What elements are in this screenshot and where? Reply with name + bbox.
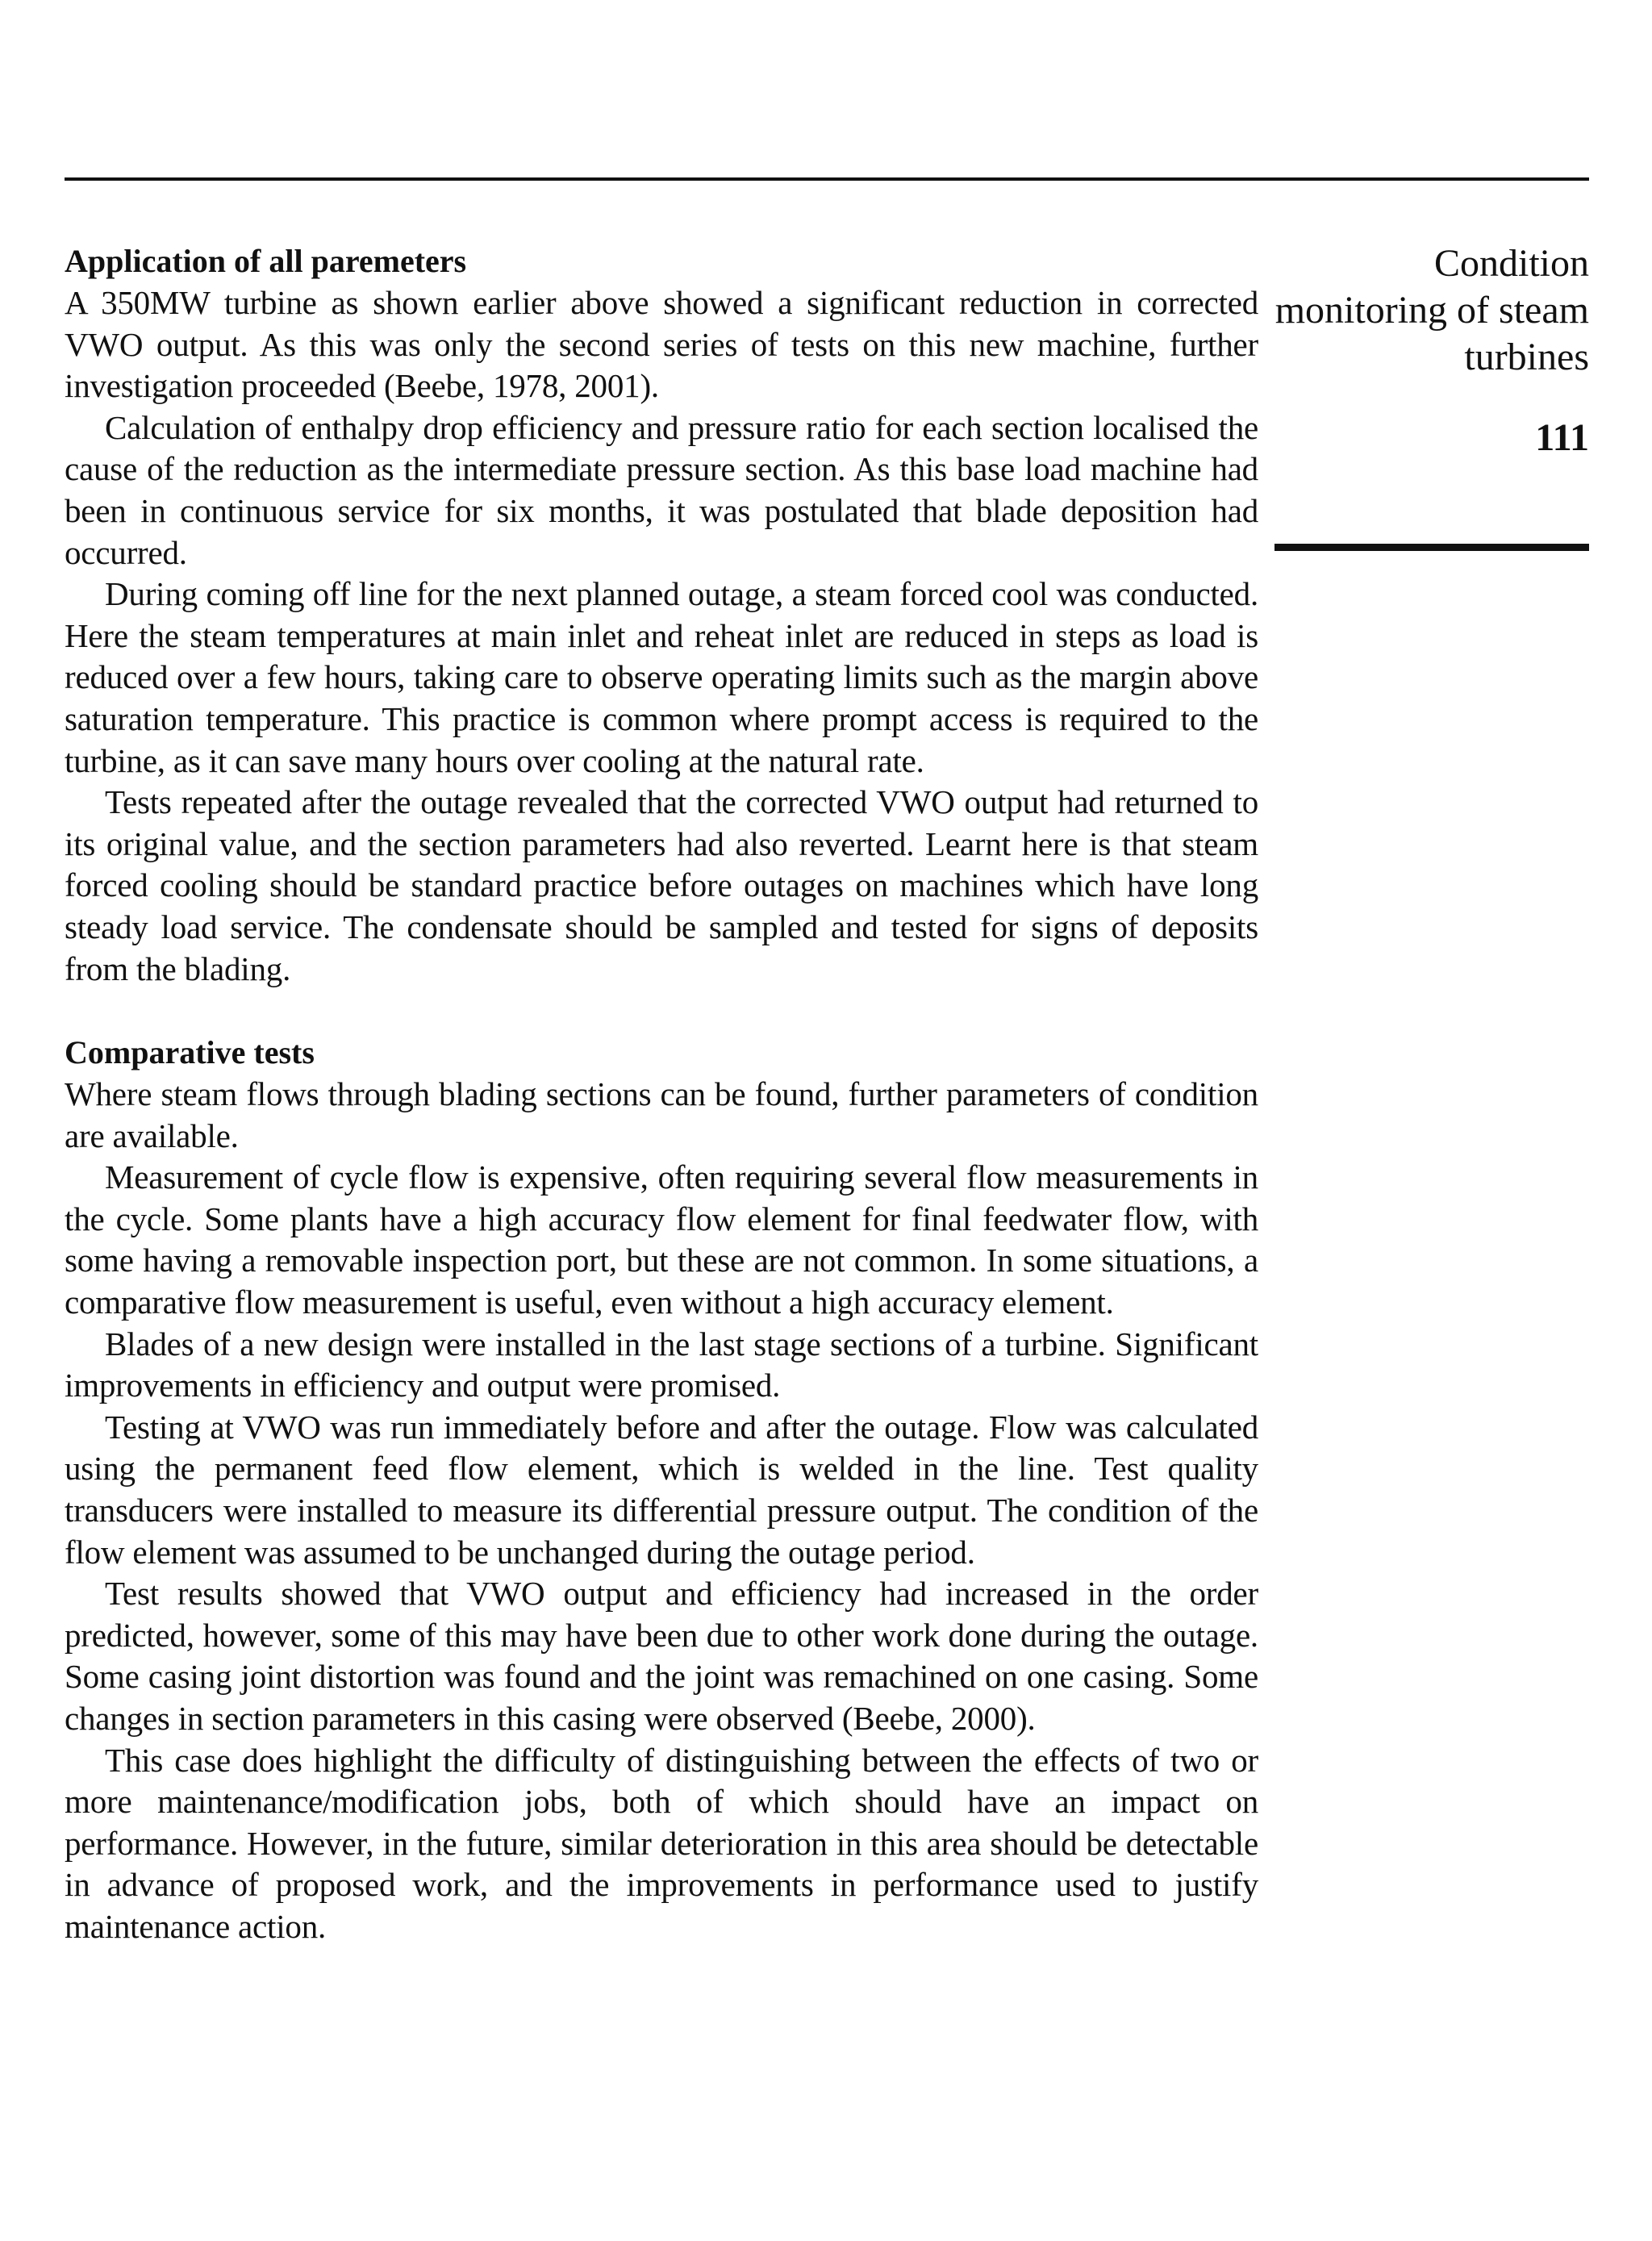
paragraph: Where steam flows through blading sections can be found, further parameters of condition are available. (65, 1075, 1258, 1154)
page-number-rule (1274, 544, 1589, 551)
section-comparative-tests (65, 1032, 1258, 1947)
section-heading: Application of all paremeters (65, 243, 467, 279)
paragraph: This case does highlight the difficulty of distinguishing between the effects of two or more maintenance/modification jobs, both of which should have an impact on performance. However, in the future, similar deterioration in this area should be detectable in advance of proposed work, and the improvements in performance used to justify maintenance action. (65, 1741, 1258, 1945)
paragraph: During coming off line for the next planned outage, a steam forced cool was conducted. Here the steam temperatures at main inlet and reheat inlet are reduced in steps as load is reduced over a few hours, taking care to observe operating limits such as the margin above saturation temperature. This practice is common where prompt access is required to the turbine, as it can save many hours over cooling at the natural rate. (65, 575, 1258, 779)
section-heading: Comparative tests (65, 1034, 315, 1071)
main-text-column (65, 240, 1258, 1990)
running-head: Condition monitoring of steam turbines (1274, 242, 1589, 378)
paragraph: Blades of a new design were installed in the last stage sections of a turbine. Significant improvements in efficiency and output were promised. (65, 1325, 1258, 1404)
paragraph: Tests repeated after the outage revealed that the corrected VWO output had returned to its original value, and the section parameters had also reverted. Learnt here is that steam forced cooling should be standard practice before outages on machines which have long steady load service. The condensate should be sampled and tested for signs of deposits from the blading. (65, 783, 1258, 987)
page-number: 111 (1535, 416, 1589, 459)
section-application-of-all-parameters (65, 240, 1258, 990)
paragraph: Calculation of enthalpy drop efficiency and pressure ratio for each section localised the cause of the reduction as the intermediate pressure section. As this base load machine had been in continuous service for six months, it was postulated that blade deposition had occurred. (65, 408, 1258, 571)
margin-column (1274, 240, 1589, 461)
paragraph: Testing at VWO was run immediately before and after the outage. Flow was calculated using the permanent feed flow element, which is welded in the line. Test quality transducers were installed to measure its differential pressure output. The condition of the flow element was assumed to be unchanged during the outage period. (65, 1408, 1258, 1571)
header-rule (65, 177, 1589, 181)
paragraph: Test results showed that VWO output and efficiency had increased in the order predicted, however, some of this may have been due to other work done during the outage. Some casing joint distortion was found and the joint was remachined on one casing. Some changes in section parameters in this casing were observed (Beebe, 2000). (65, 1575, 1258, 1737)
paragraph: A 350MW turbine as shown earlier above showed a significant reduction in corrected VWO output. As this was only the second series of tests on this new machine, further investigation proceeded (Beebe, 1978, 2001). (65, 284, 1258, 405)
paragraph: Measurement of cycle flow is expensive, often requiring several flow measurements in the cycle. Some plants have a high accuracy flow element for final feedwater flow, with some having a removable inspection port, but these are not common. In some situations, a comparative flow measurement is useful, even without a high accuracy element. (65, 1158, 1258, 1321)
